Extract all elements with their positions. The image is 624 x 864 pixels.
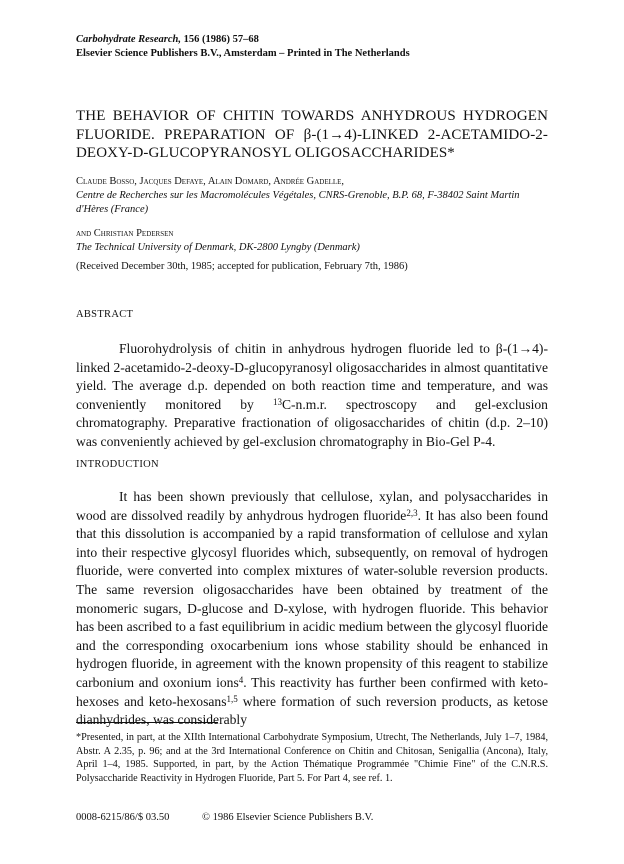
introduction-heading: INTRODUCTION bbox=[76, 459, 159, 470]
received-dates: (Received December 30th, 1985; accepted for publication, February 7th, 1986) bbox=[76, 261, 408, 272]
intro-text-6: where formation of such reversion products, as ketose dianhydrides, was considerably bbox=[76, 693, 548, 728]
intro-d-prefix-1: D bbox=[187, 600, 197, 616]
journal-name: Carbohydrate Research, bbox=[76, 34, 181, 45]
abstract-text-3: C-n.m.r. spectroscopy and gel-exclusion chromatography. Preparative fractionation of oligosaccharides of chitin (d.p. 2–10) was conveniently achieved by gel-exclusion chromatography in Bio-Gel P-4. bbox=[76, 396, 548, 449]
intro-text-5: . This reactivity has further been confirmed with keto-hexoses and keto-hexosans bbox=[76, 674, 548, 709]
author-list: Claude Bosso, Jacques Defaye, Alain Domard, Andrée Gadelle, bbox=[76, 176, 345, 187]
abstract-isotope-sup: 13 bbox=[272, 396, 282, 407]
abstract-text-1: Fluorohydrolysis of chitin in anhydrous hydrogen fluoride led to β-(1→4)-linked 2-acetamido-2-deoxy- bbox=[76, 341, 548, 375]
footnote-divider bbox=[76, 722, 218, 723]
intro-text-4: -xylose, with hydrogen fluoride. This behavior has been ascribed to a fast equilibrium in acidic medium between the glycosyl fluoride and the corresponding oxocarbenium ions whose stability should be enhanced in hydrogen fluoride, in agreement with the known propensity of this reagent to stabilize carbonium and oxonium ions bbox=[76, 600, 549, 690]
intro-text-2: . It has also been found that this dissolution is accompanied by a rapid transformation of cellulose and xylan into their respective glycosyl fluorides which, subsequently, on removal of hydrogen fluoride, were converted into complex mixtures of water-soluble reversion products. The same reversion oligosaccharides have been obtained by treatment of the monomeric sugars, bbox=[76, 507, 548, 616]
footnote: *Presented, in part, at the XIIth International Carbohydrate Symposium, Utrecht, The Netherlands, July 1–7, 1984, Abstr. A 2.35, p. 96; and at the 3rd International Conference on Chitin and Chitosan, Senigallia (Ancona), Italy, April 1–4, 1985. Supported, in part, by the Action Thématique Programmée "Chimie Fine" of the C.N.R.S. Polysaccharide Reactivity in Hydrogen Fluoride, Part 5. For Part 4, see ref. 1. bbox=[76, 732, 548, 784]
citation-sup-1-5: 1,5 bbox=[226, 693, 238, 704]
affiliation-grenoble: Centre de Recherches sur les Macromolécules Végétales, CNRS-Grenoble, B.P. 68, F-38402 Saint Martin d'Hères (France) bbox=[76, 190, 520, 215]
intro-text-3: -glucose and bbox=[196, 600, 274, 616]
title-d-prefix: D bbox=[132, 145, 144, 161]
intro-text-1: It has been shown previously that cellulose, xylan, and polysaccharides in wood are dissolved readily by anhydrous hydrogen fluoride bbox=[76, 489, 548, 523]
issn-code: 0008-6215/86/$ 03.50 bbox=[76, 812, 170, 823]
affiliation-denmark: The Technical University of Denmark, DK-2800 Lyngby (Denmark) bbox=[76, 242, 360, 253]
abstract-heading: ABSTRACT bbox=[76, 309, 134, 320]
copyright-notice: © 1986 Elsevier Science Publishers B.V. bbox=[202, 812, 374, 823]
citation-sup-2-3: 2,3 bbox=[406, 507, 418, 518]
journal-header bbox=[76, 33, 548, 60]
intro-d-prefix-2: D bbox=[273, 600, 284, 616]
abstract-text-2: -glucopyranosyl oligosaccharides in almost quantitative yield. The average d.p. depended on both reaction time and temperature, and was conveniently monitored by bbox=[76, 359, 548, 412]
title-text-part2: -GLUCOPYRANOSYL OLIGOSACCHARIDES* bbox=[143, 145, 455, 161]
article-title bbox=[76, 107, 548, 163]
citation-sup-4: 4 bbox=[238, 674, 244, 685]
publisher-line: Elsevier Science Publishers B.V., Amsterdam – Printed in The Netherlands bbox=[76, 47, 410, 59]
second-author: and Christian Pedersen bbox=[76, 228, 174, 239]
journal-citation bbox=[76, 33, 548, 47]
journal-volume-pages: 156 (1986) 57–68 bbox=[181, 34, 259, 45]
abstract-d-prefix: D bbox=[234, 359, 245, 375]
introduction-paragraph bbox=[76, 488, 548, 730]
abstract-paragraph bbox=[76, 340, 548, 452]
title-text-part1: THE BEHAVIOR OF CHITIN TOWARDS ANHYDROUS HYDROGEN FLUORIDE. PREPARATION OF β-(1→4)-LINKED 2-ACETAMIDO-2-DEOXY- bbox=[76, 108, 548, 161]
